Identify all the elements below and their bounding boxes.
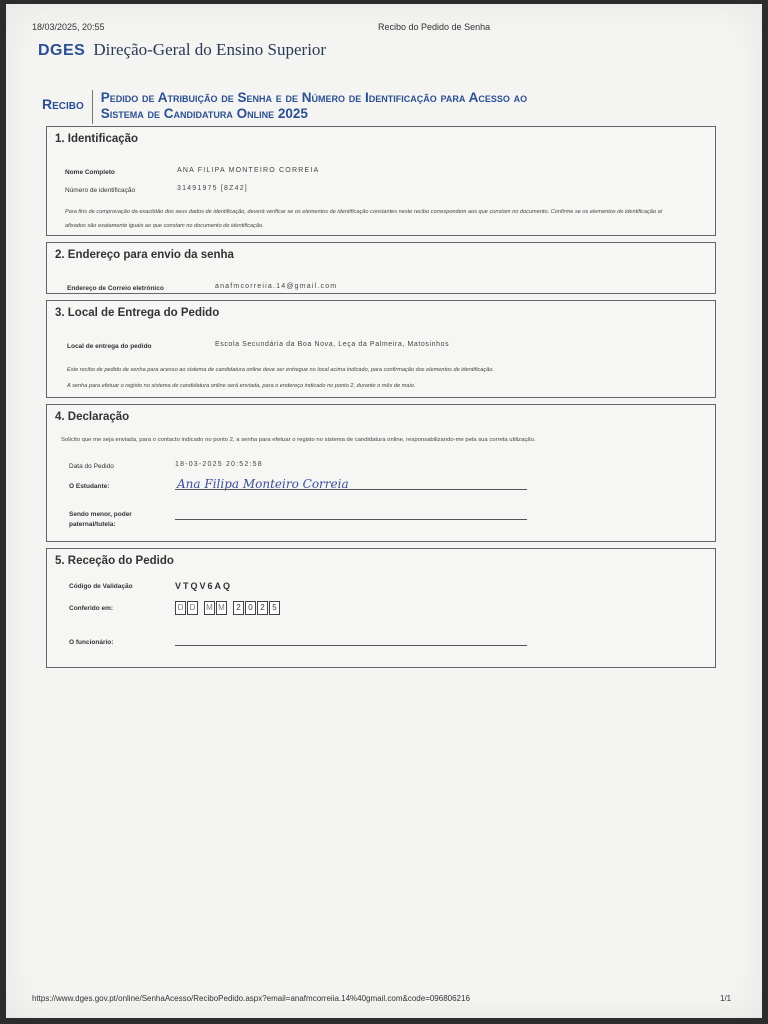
student-label: O Estudante: [69,483,110,490]
identification-note-line1: Para fins de comprovação da exactidão dos seus dados de identificação, deverá verificar se os elementos de identificação constantes neste recibo correspondem aos que constam no documento. Confirme se os elementos de identificação aí [65,209,663,215]
verified-date-boxes [175,601,280,615]
official-label: O funcionário: [69,639,114,646]
receipt-heading [93,90,527,124]
section-declaration [46,404,716,542]
email-value: anafmcorreiia.14@gmail.com [215,283,338,290]
day-box: D [187,601,198,615]
section-title: 4. Declaração [55,411,130,423]
section-delivery-location [46,300,716,398]
student-signature-line [175,489,527,490]
day-boxes [175,601,198,615]
student-signature: Ana Filipa Monteiro Correia [177,477,349,491]
section-identification [46,126,716,236]
year-box: 2 [257,601,268,615]
full-name-value: ANA FILIPA MONTEIRO CORREIA [177,167,320,174]
delivery-note-line1: Este recibo de pedido de senha para acesso ao sistema de candidatura online deve ser entregue no local acima indicado, para confirmação dos elementos de identificação. [67,367,494,373]
delivery-location-label: Local de entrega do pedido [67,343,152,350]
receipt-label: Recibo [42,90,93,124]
month-boxes [204,601,227,615]
year-box: 0 [245,601,256,615]
validation-code-value: VTQV6AQ [175,581,233,591]
logo-name: Direção-Geral do Ensino Superior [93,40,327,59]
logo-abbreviation: DGES [38,42,86,59]
month-box: M [204,601,215,615]
id-number-label: Número de identificação [65,187,136,194]
email-label: Endereço de Correio eletrónico [67,285,164,292]
declaration-statement: Solicito que me seja enviada, para o contacto indicado no ponto 2, a senha para efetuar o registo no sistema de candidatura online, responsabilizando-me pela sua correta utilização. [61,437,536,443]
id-number-value: 31491975 [8Z42] [177,185,248,192]
validation-code-label: Código de Validação [69,583,133,590]
month-box: M [216,601,227,615]
receipt-heading-line2: Sistema de Candidatura Online 2025 [100,106,308,121]
section-title: 1. Identificação [55,133,139,145]
day-box: D [175,601,186,615]
year-box: 5 [269,601,280,615]
year-boxes [233,601,280,615]
section-reception [46,548,716,668]
request-date-value: 18-03-2025 20:52:58 [175,461,263,468]
request-date-label: Data do Pedido [69,463,114,470]
footer-url: https://www.dges.gov.pt/online/SenhaAcesso/ReciboPedido.aspx?email=anafmcorreiia.14%40gmail.com&code=096806216 [32,994,470,1003]
section-title: 3. Local de Entrega do Pedido [55,307,220,319]
section-title: 5. Receção do Pedido [55,555,174,567]
guardian-label-line2: paternal/tutela: [69,521,116,528]
full-name-label: Nome Completo [65,169,115,176]
receipt-heading-line1: Pedido de Atribuição de Senha e de Número de Identificação para Acesso ao [100,90,528,105]
identification-note-line2: afixados são exatamente iguais ao que constam no documento de identificação. [65,223,264,229]
official-signature-line [175,645,527,646]
guardian-signature-line [175,519,527,520]
section-title: 2. Endereço para envio da senha [55,249,234,261]
print-timestamp: 18/03/2025, 20:55 [32,22,105,32]
delivery-note-line2: A senha para efetuar o registo no sistema de candidatura online será enviada, para o endereço indicado no ponto 2, durante o mês de maio. [67,383,416,389]
page-number: 1/1 [720,994,732,1003]
guardian-label-line1: Sendo menor, poder [69,511,132,518]
delivery-location-value: Escola Secundária da Boa Nova, Leça da Palmeira, Matosinhos [215,341,450,348]
receipt-title [42,90,722,124]
verified-on-label: Conferido em: [69,605,114,612]
document-page [6,4,762,1018]
dges-logo [38,40,326,60]
print-title: Recibo do Pedido de Senha [378,22,491,32]
section-email [46,242,716,294]
year-box: 2 [233,601,244,615]
